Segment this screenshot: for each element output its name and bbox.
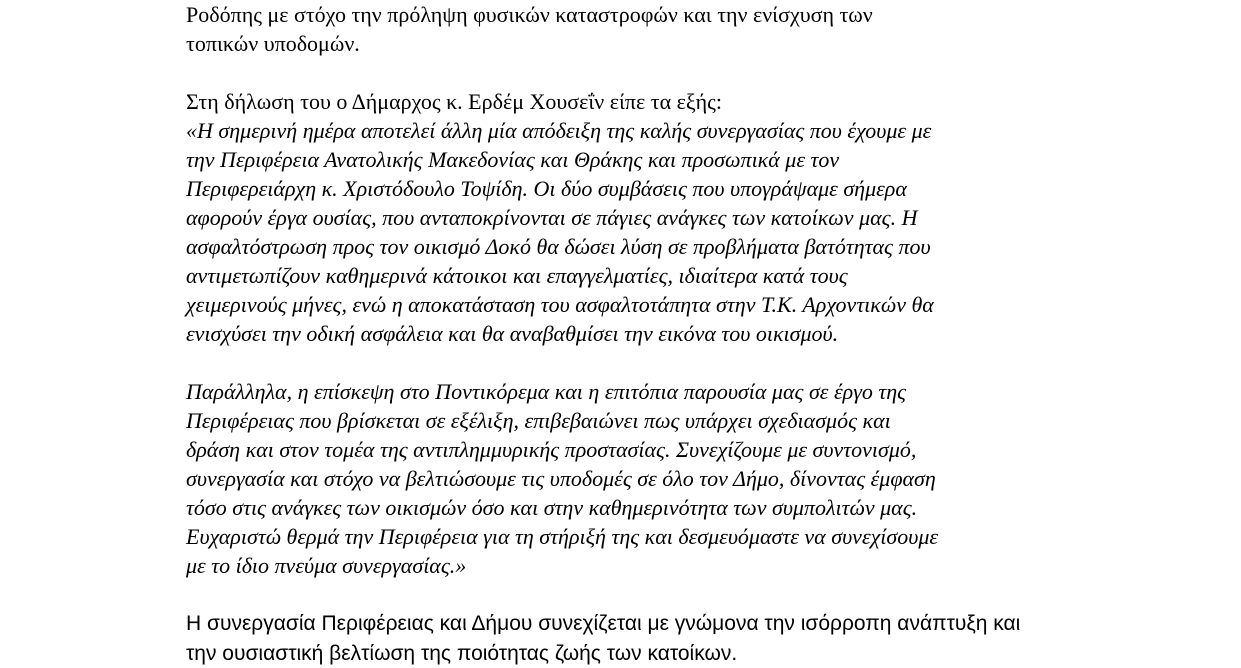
paragraph [186, 377, 1046, 580]
text-line: Η συνεργασία Περιφέρειας και Δήμου συνεχίζεται με γνώμονα την ισόρροπη ανάπτυξη και [186, 612, 1021, 635]
text-line: Στη δήλωση του ο Δήμαρχος κ. Ερδέμ Χουσεΐν είπε τα εξής: [186, 89, 722, 114]
text-line: ενισχύσει την οδική ασφάλεια και θα αναβαθμίσει την εικόνα του οικισμού. [186, 321, 839, 346]
text-line: Περιφερειάρχη κ. Χριστόδουλο Τοψίδη. Οι δύο συμβάσεις που υπογράψαμε σήμερα [186, 176, 907, 201]
paragraph [186, 609, 1046, 668]
text-line: αντιμετωπίζουν καθημερινά κάτοικοι και επαγγελματίες, ιδιαίτερα κατά τους [186, 263, 848, 288]
text-line: την ουσιαστική βελτίωση της ποιότητας ζωής των κατοίκων. [186, 642, 738, 665]
paragraph [186, 87, 1046, 116]
text-line: Περιφέρειας που βρίσκεται σε εξέλιξη, επιβεβαιώνει πως υπάρχει σχεδιασμός και [186, 408, 891, 433]
text-line: χειμερινούς μήνες, ενώ η αποκατάσταση του ασφαλτοτάπητα στην Τ.Κ. Αρχοντικών θα [186, 292, 934, 317]
text-line: αφορούν έργα ουσίας, που ανταποκρίνονται σε πάγιες ανάγκες των κατοίκων μας. Η [186, 205, 918, 230]
paragraph [186, 116, 1046, 348]
text-line: «Η σημερινή ημέρα αποτελεί άλλη μία απόδειξη της καλής συνεργασίας που έχουμε με [186, 118, 932, 143]
text-line: Παράλληλα, η επίσκεψη στο Ποντικόρεμα και η επιτόπια παρουσία μας σε έργο της [186, 379, 907, 404]
text-line: Ροδόπης με στόχο την πρόληψη φυσικών καταστροφών και την ενίσχυση των [186, 2, 873, 27]
paragraph [186, 0, 1046, 58]
text-line: συνεργασία και στόχο να βελτιώσουμε τις υποδομές σε όλο τον Δήμο, δίνοντας έμφαση [186, 466, 936, 491]
text-line: τόσο στις ανάγκες των οικισμών όσο και στην καθημερινότητα των συμπολιτών μας. [186, 495, 918, 520]
text-line: Ευχαριστώ θερμά την Περιφέρεια για τη στήριξή της και δεσμευόμαστε να συνεχίσουμε [186, 524, 939, 549]
text-line: δράση και στον τομέα της αντιπλημμυρικής προστασίας. Συνεχίζουμε με συντονισμό, [186, 437, 917, 462]
document-body [186, 0, 1046, 668]
text-line: τοπικών υποδομών. [186, 31, 360, 56]
text-line: την Περιφέρεια Ανατολικής Μακεδονίας και Θράκης και προσωπικά με τον [186, 147, 840, 172]
text-line: ασφαλτόστρωση προς τον οικισμό Δοκό θα δώσει λύση σε προβλήματα βατότητας που [186, 234, 931, 259]
text-line: με το ίδιο πνεύμα συνεργασίας.» [186, 553, 467, 578]
